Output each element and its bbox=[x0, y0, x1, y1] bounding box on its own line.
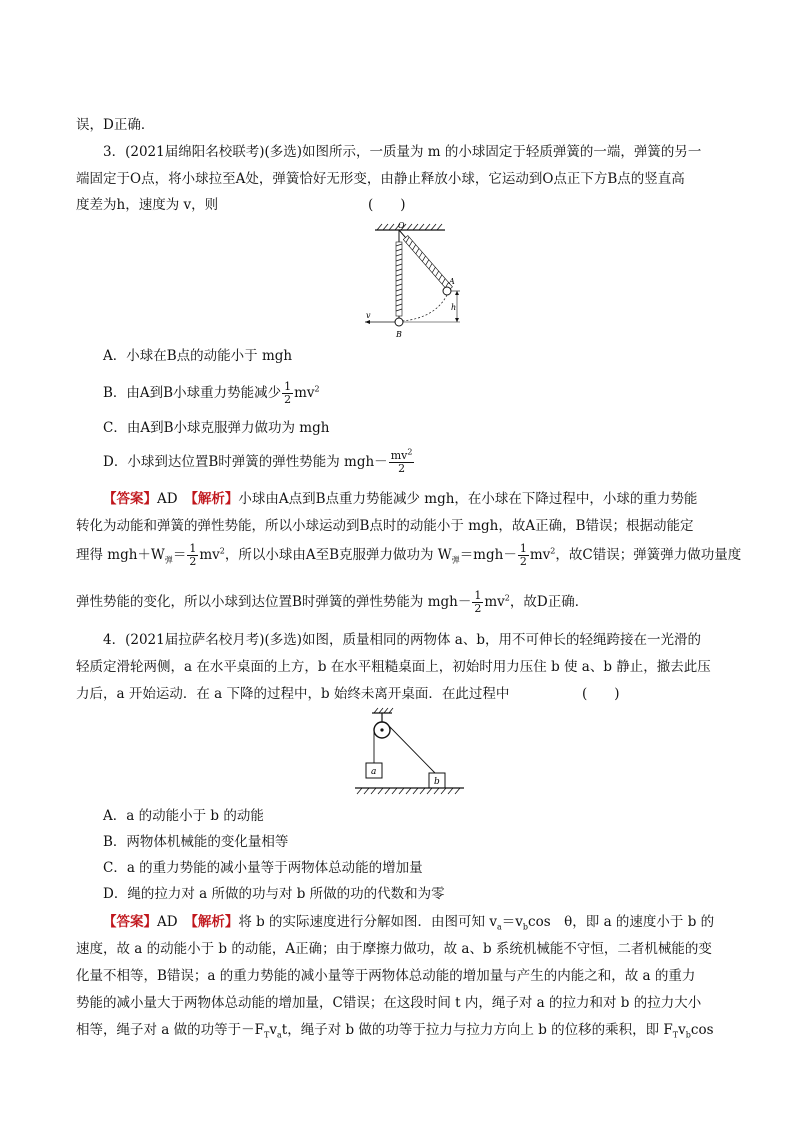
q3-answer-line-2: 转化为动能和弹簧的弹性势能，所以小球运动到B点时的动能小于 mgh，故A正确，B错误；根据动能定 bbox=[76, 518, 694, 534]
label-A: A bbox=[449, 277, 455, 286]
q4-answer-line-5: 相等，绳子对 a 做的功等于$-F_Tv_at$，绳子对 b 做的功等于拉力与拉力方向上 b 的位移的乘积，即 $F_Tv_b\cos$ bbox=[76, 1022, 714, 1040]
label-v: v bbox=[366, 311, 371, 320]
q3-option-a: A．小球在B点的动能小于 mgh bbox=[103, 348, 293, 364]
label-b: b bbox=[434, 777, 440, 787]
diagonal-spring bbox=[397, 228, 453, 291]
q4-option-a: A．a 的动能小于 b 的动能 bbox=[103, 808, 264, 824]
label-O: O bbox=[398, 221, 405, 230]
q3-option-b: B．由A到B小球重力势能减少 $\frac{1}{2}$ $mv^2$ bbox=[103, 380, 320, 406]
q4-answer-line-2: 速度，故 a 的动能小于 b 的动能，A正确；由于摩擦力做功，故 a、b 系统机械能不守恒，二者机械能的变 bbox=[76, 941, 712, 957]
table-hatching bbox=[357, 788, 460, 794]
q4-answer-line-3: 化量不相等，B错误；a 的重力势能的减小量等于两物体总动能的增加量与产生的内能之和，故 a 的重力 bbox=[76, 968, 696, 984]
ball-at-B bbox=[395, 318, 403, 326]
label-a: a bbox=[371, 767, 377, 777]
label-h: h bbox=[451, 303, 457, 312]
pulley-axle bbox=[380, 728, 383, 731]
q3-answer-line-1: 【答案】AD 【解析】小球由A点到B点重力势能减少 mgh，在小球在下降过程中，小球的重力势能 bbox=[103, 491, 698, 507]
q4-option-c: C．a 的重力势能的减小量等于两物体总动能的增加量 bbox=[103, 860, 423, 876]
q4-answer-line-4: 势能的减小量大于两物体总动能的增加量，C错误；在这段时间 t 内，绳子对 a 的拉力和对 b 的拉力大小 bbox=[76, 995, 702, 1011]
q3-option-d: D．小球到达位置B时弹簧的弹性势能为 mgh－ $\frac{mv^2}{2}$ bbox=[103, 447, 413, 475]
q4-option-b: B．两物体机械能的变化量相等 bbox=[103, 834, 289, 850]
label-B: B bbox=[396, 330, 402, 339]
question-4-line-2: 轻质定滑轮两侧，a 在水平桌面的上方，b 在水平粗糙桌面上，初始时用力压住 b 使 a、b 静止，撤去此压 bbox=[76, 659, 711, 675]
answer-bracket: ( ) bbox=[368, 197, 406, 213]
rope-to-b bbox=[388, 725, 435, 773]
q4-answer-line-1: 【答案】AD 【解析】将 b 的实际速度进行分解如图．由图可知 $v_a=v_b\cos$ θ，即 a 的速度小于 b 的 bbox=[103, 914, 715, 932]
question-4-line-1: 4．(2021届拉萨名校月考)(多选)如图，质量相同的两物体 a、b，用不可伸长的轻绳跨接在一光滑的 bbox=[103, 632, 701, 648]
ceiling-hatching bbox=[377, 224, 442, 230]
q3-option-c: C．由A到B小球克服弹力做功为 mgh bbox=[103, 420, 330, 436]
question-3-line-3: 度差为h，速度为 v，则 bbox=[76, 197, 219, 213]
pulley-figure bbox=[352, 707, 467, 799]
q4-option-d: D．绳的拉力对 a 所做的功与对 b 所做的功的代数和为零 bbox=[103, 886, 445, 902]
answer-bracket-q4: ( ) bbox=[582, 686, 620, 702]
question-3-line-1: 3．(2021届绵阳名校联考)(多选)如图所示，一质量为 m 的小球固定于轻质弹簧的一端，弹簧的另一 bbox=[103, 144, 702, 160]
ball-at-A bbox=[443, 287, 451, 295]
question-4-line-3: 力后，a 开始运动．在 a 下降的过程中，b 始终未离开桌面．在此过程中 bbox=[76, 686, 510, 702]
q3-answer-line-3: 理得 $mgh+W_弹=$ $\frac{1}{2}$ $mv^2$，所以小球由A至B克服弹力做功为 $W_弹=mgh-$ $\frac{1}{2}$ $mv^2$，故C错误；弹簧弹力做功量度 bbox=[76, 542, 742, 568]
trajectory-path bbox=[402, 295, 447, 321]
spring-pendulum-figure bbox=[355, 218, 465, 340]
q3-answer-line-4: 弹性势能的变化，所以小球到达位置B时弹簧的弹性势能为 mgh－ $\frac{1}{2}$ $mv^2$，故D正确． bbox=[76, 589, 589, 615]
text-line: 误，D正确． bbox=[76, 117, 155, 133]
question-3-line-2: 端固定于O点，将小球拉至A处，弹簧恰好无形变，由静止释放小球，它运动到O点正下方B点的竖直高 bbox=[76, 171, 685, 187]
